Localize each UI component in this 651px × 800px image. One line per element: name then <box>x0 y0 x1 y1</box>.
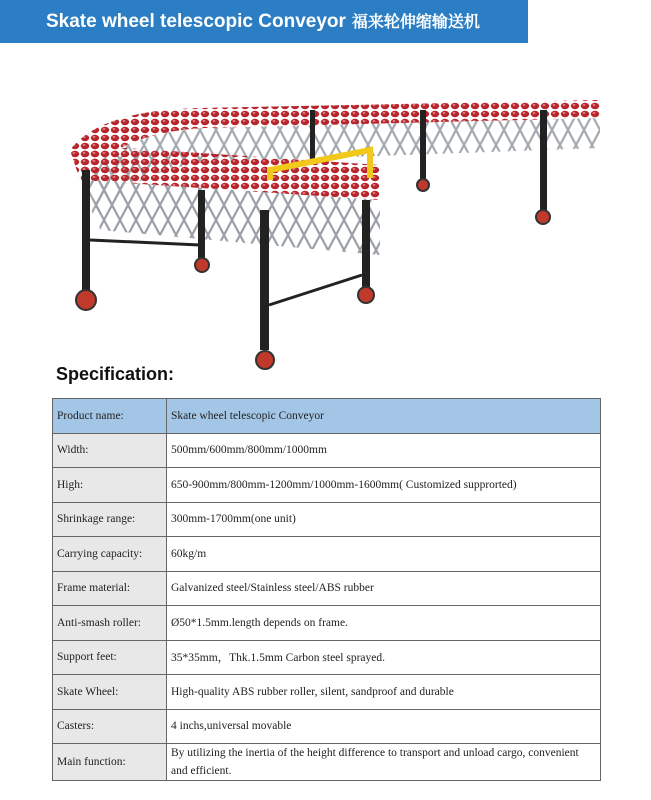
row-value: 60kg/m <box>167 537 601 572</box>
row-value: 650-900mm/800mm-1200mm/1000mm-1600mm( Customized supprorted) <box>167 468 601 503</box>
conveyor-illustration <box>40 70 610 370</box>
table-row <box>53 399 601 434</box>
banner-title-en: Skate wheel telescopic Conveyor <box>46 11 346 32</box>
table-row <box>53 744 601 781</box>
table-row <box>53 675 601 710</box>
table-row <box>53 433 601 468</box>
row-label: Product name: <box>53 399 167 434</box>
row-value: 500mm/600mm/800mm/1000mm <box>167 433 601 468</box>
table-row <box>53 502 601 537</box>
table-row <box>53 606 601 641</box>
row-value: Ø50*1.5mm.length depends on frame. <box>167 606 601 641</box>
row-label: Width: <box>53 433 167 468</box>
row-label: Main function: <box>53 744 167 781</box>
row-label: Frame material: <box>53 571 167 606</box>
row-value: Galvanized steel/Stainless steel/ABS rubber <box>167 571 601 606</box>
row-label: Shrinkage range: <box>53 502 167 537</box>
row-value: 35*35mm，Thk.1.5mm Carbon steel sprayed. <box>167 640 601 675</box>
row-label: Skate Wheel: <box>53 675 167 710</box>
title-banner <box>0 0 528 43</box>
row-value: High-quality ABS rubber roller, silent, sandproof and durable <box>167 675 601 710</box>
row-label: Casters: <box>53 709 167 744</box>
row-label: Carrying capacity: <box>53 537 167 572</box>
table-row <box>53 537 601 572</box>
row-value: By utilizing the inertia of the height difference to transport and unload cargo, convenient and efficient. <box>167 744 601 781</box>
row-label: Anti-smash roller: <box>53 606 167 641</box>
row-value: Skate wheel telescopic Conveyor <box>167 399 601 434</box>
table-row <box>53 468 601 503</box>
row-value: 4 inchs,universal movable <box>167 709 601 744</box>
specification-heading: Specification: <box>56 364 175 384</box>
row-label: High: <box>53 468 167 503</box>
row-label: Support feet: <box>53 640 167 675</box>
specification-table <box>52 398 601 781</box>
table-row <box>53 571 601 606</box>
row-value: 300mm-1700mm(one unit) <box>167 502 601 537</box>
banner-title-cn: 福来轮伸缩输送机 <box>351 12 480 31</box>
table-row <box>53 709 601 744</box>
table-row <box>53 640 601 675</box>
